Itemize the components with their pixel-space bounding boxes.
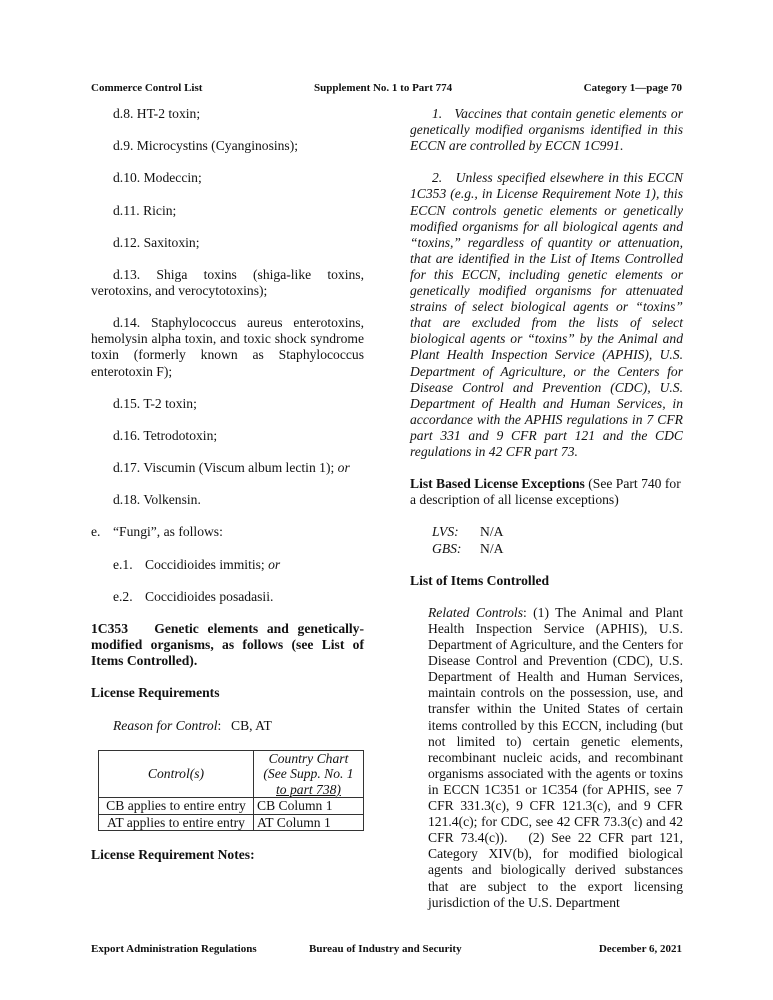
toxin-list-item: d.10. Modeccin;	[113, 170, 202, 186]
license-note-1: 1. Vaccines that contain genetic elements or genetically modified organisms identified in this ECCN are controlled by ECCN 1C991.	[410, 106, 687, 154]
page-footer	[91, 943, 682, 957]
license-exception-list	[410, 524, 683, 556]
control-table-header-country-chart: Country Chart (See Supp. No. 1 to part 738)	[254, 750, 364, 798]
left-column	[91, 106, 368, 863]
toxin-list-item: d.18. Volkensin.	[113, 492, 201, 508]
footer-date: December 6, 2021	[598, 943, 682, 955]
license-note-2: 2. Unless specified elsewhere in this ECCN 1C353 (e.g., in License Requirement Note 1), this ECCN controls genetic elements or genetically modified organisms for all biological agents and “toxins,” regardless of quantity or attenuation, that are identified in the List of Items Controlled for this ECCN, including genetic elements or genetically modified organisms for attenuated strains of select biological agents or “toxins” that are excluded from the lists of select biological agents or “toxins” by the Animal and Plant Health Inspection Service (APHIS), U.S. Department of Agriculture, or the Centers for Disease Control and Prevention (CDC), U.S. Department of Health and Human Services, in accordance with the APHIS regulations in 7 CFR part 331 and 9 CFR part 121 and the CDC regulations in 42 CFR part 73.	[410, 170, 687, 459]
fungi-list-item: e.2. Coccidioides posadasii.	[113, 588, 274, 604]
license-exception-row: GBS: N/A	[432, 540, 504, 556]
license-exception-row: LVS: N/A	[432, 524, 504, 540]
related-controls-label: Related Controls	[428, 604, 523, 620]
header-title: Commerce Control List	[91, 82, 203, 94]
related-controls: Related Controls: (1) The Animal and Plant Health Inspection Service (APHIS), U.S. Department of Agriculture, and the Centers for Disease Control and Prevention (CDC), U.S. Department of Health and Human Services, maintain controls on the possession, use, and transfer within the United States of certain items controlled by this ECCN, including (but not limited to) certain genetic elements, recombinant nucleic acids, and recombinant organisms associated with the agents or toxins in ECCN 1C351 or 1C354 (for APHIS, see 7 CFR 331.3(c), 9 CFR 121.3(c), and 9 CFR 121.4(c); for CDC, see 42 CFR 73.3(c) and 42 CFR 73.4(c)). (2) See 22 CFR part 121, Category XIV(b), for modified biological agents and biologically derived substances that are subject to the export licensing jurisdiction of the U.S. Department	[428, 604, 687, 910]
table-row	[99, 798, 364, 815]
fungi-heading: e. “Fungi”, as follows:	[91, 524, 223, 540]
table-cell: CB Column 1	[254, 798, 364, 815]
table-row	[99, 814, 364, 831]
right-column	[410, 106, 687, 911]
toxin-list	[91, 106, 364, 524]
list-of-items-heading: List of Items Controlled	[410, 572, 550, 588]
fungi-list	[91, 557, 364, 605]
control-table-header	[99, 750, 364, 798]
toxin-list-item: d.11. Ricin;	[113, 202, 177, 218]
toxin-list-item: d.15. T-2 toxin;	[113, 395, 197, 411]
control-table	[98, 750, 364, 832]
toxin-list-item: d.17. Viscumin (Viscum album lectin 1); or	[113, 460, 350, 476]
footer-regulations: Export Administration Regulations	[91, 943, 257, 955]
reason-for-control-value: CB, AT	[231, 717, 272, 733]
eccn-heading: 1C353 Genetic elements and genetically-modified organisms, as follows (see List of Items Controlled).	[91, 621, 368, 669]
license-requirements-heading: License Requirements	[91, 685, 220, 701]
header-supplement: Supplement No. 1 to Part 774	[314, 82, 453, 94]
header-page-number: Category 1—page 70	[583, 82, 682, 94]
reason-for-control-label: Reason for Control	[113, 717, 218, 733]
footer-bureau: Bureau of Industry and Security	[309, 943, 462, 955]
toxin-list-item: d.9. Microcystins (Cyanginosins);	[113, 138, 299, 154]
control-table-header-controls: Control(s)	[99, 750, 254, 798]
toxin-list-item: d.8. HT-2 toxin;	[113, 106, 201, 121]
table-cell: CB applies to entire entry	[99, 798, 254, 815]
toxin-list-item: d.13. Shiga toxins (shiga-like toxins, verotoxins, and verocytotoxins);	[91, 266, 364, 299]
page-header	[91, 82, 682, 96]
license-exceptions-paragraph: List Based License Exceptions (See Part 740 for a description of all license exceptions)	[410, 476, 681, 508]
license-requirement-notes-heading: License Requirement Notes:	[91, 847, 255, 863]
fungi-list-item: e.1. Coccidioides immitis; or	[113, 556, 281, 572]
table-cell: AT applies to entire entry	[99, 814, 254, 831]
toxin-list-item: d.14. Staphylococcus aureus enterotoxins, hemolysin alpha toxin, and toxic shock syndrome toxin (formerly known as Staphylococcus enterotoxin F);	[91, 315, 364, 379]
table-cell: AT Column 1	[254, 814, 364, 831]
toxin-list-item: d.12. Saxitoxin;	[113, 234, 200, 250]
reason-for-control: Reason for Control: CB, AT	[113, 717, 272, 733]
license-exceptions-heading: List Based License Exceptions	[410, 476, 585, 492]
toxin-list-item: d.16. Tetrodotoxin;	[113, 427, 218, 443]
